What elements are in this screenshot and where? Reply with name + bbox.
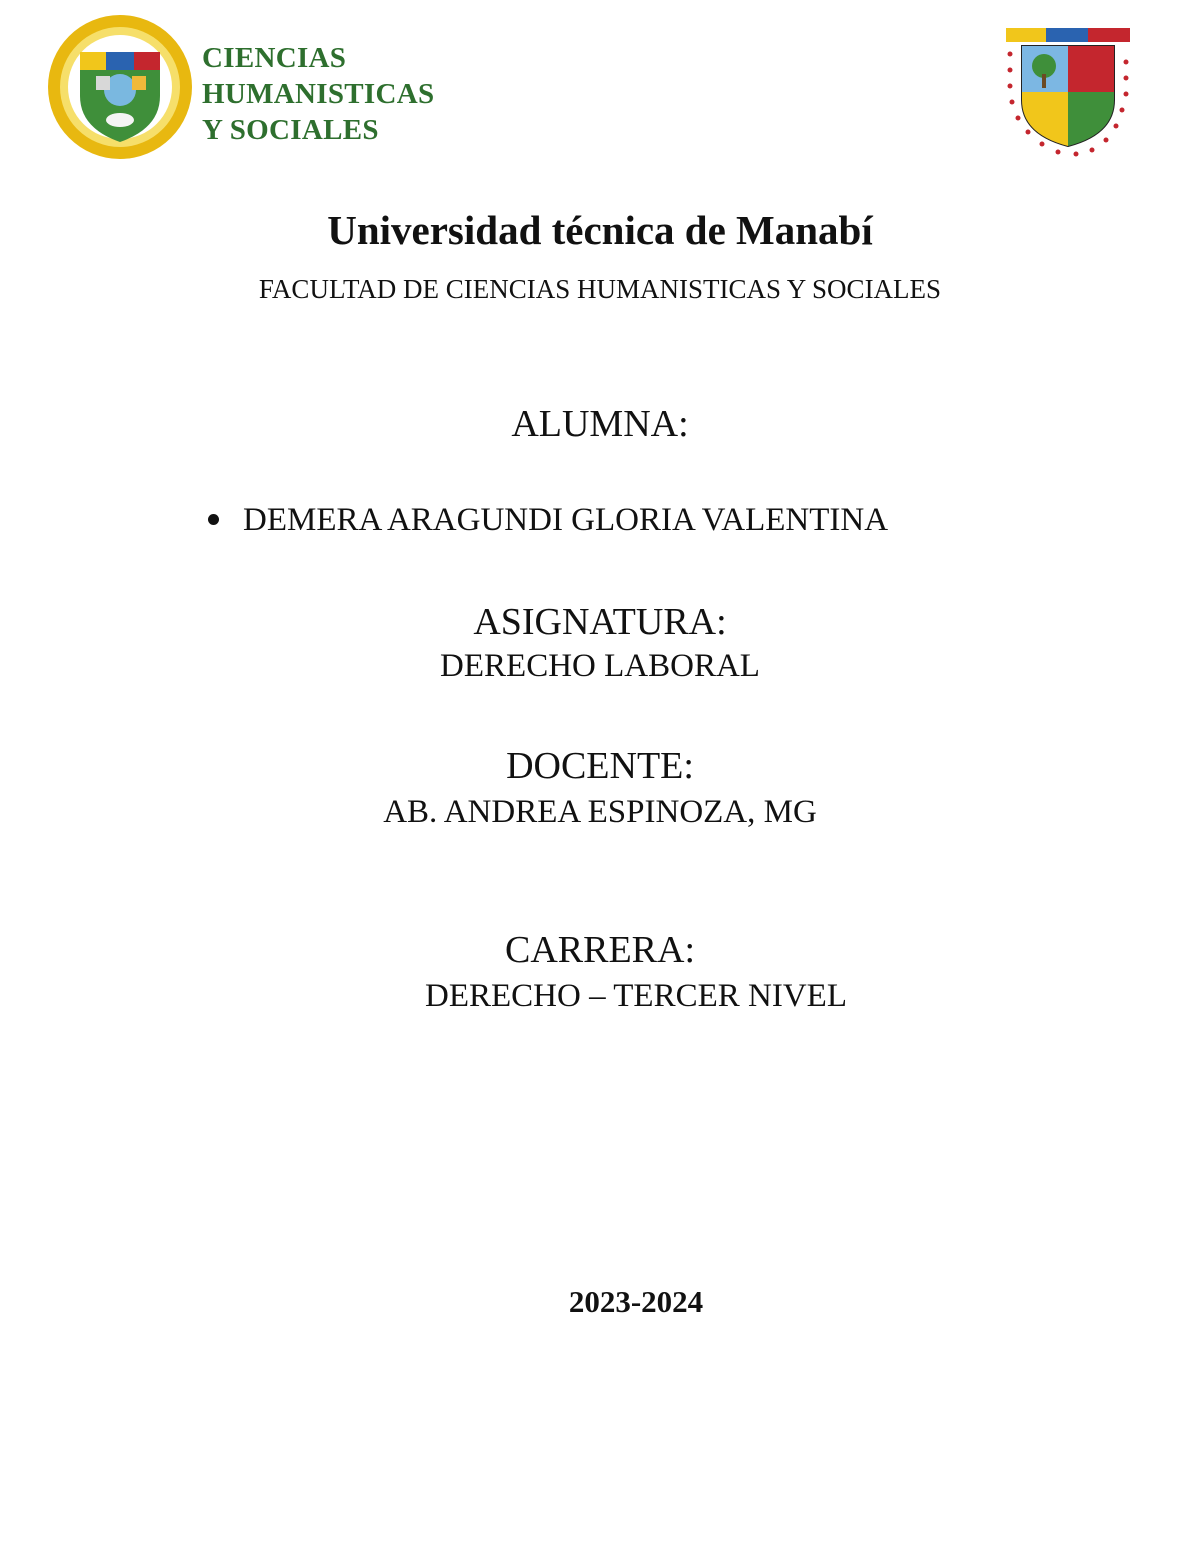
student-list-item [208,502,888,539]
faculty-logo-line-3: Y SOCIALES [202,114,379,146]
university-seal-icon [1000,24,1136,160]
teacher-label: DOCENTE: [506,745,694,787]
student-name: DEMERA ARAGUNDI GLORIA VALENTINA [243,502,889,538]
subject-value: DERECHO LABORAL [440,648,760,684]
student-label: ALUMNA: [511,403,689,445]
academic-period: 2023-2024 [568,1284,704,1319]
faculty-logo-text [202,40,434,148]
faculty-logo-line-1: CIENCIAS [202,42,347,74]
subject-label: ASIGNATURA: [473,601,727,643]
career-value: DERECHO – TERCER NIVEL [425,978,847,1014]
faculty-emblem-icon [46,12,194,162]
faculty-logo-line-2: HUMANISTICAS [202,78,435,110]
university-name: Universidad técnica de Manabí [327,207,873,253]
faculty-name: FACULTAD DE CIENCIAS HUMANISTICAS Y SOCIALES [258,274,942,304]
career-label: CARRERA: [504,929,696,971]
bullet-icon [208,514,219,525]
teacher-value: AB. ANDREA ESPINOZA, MG [383,794,817,830]
